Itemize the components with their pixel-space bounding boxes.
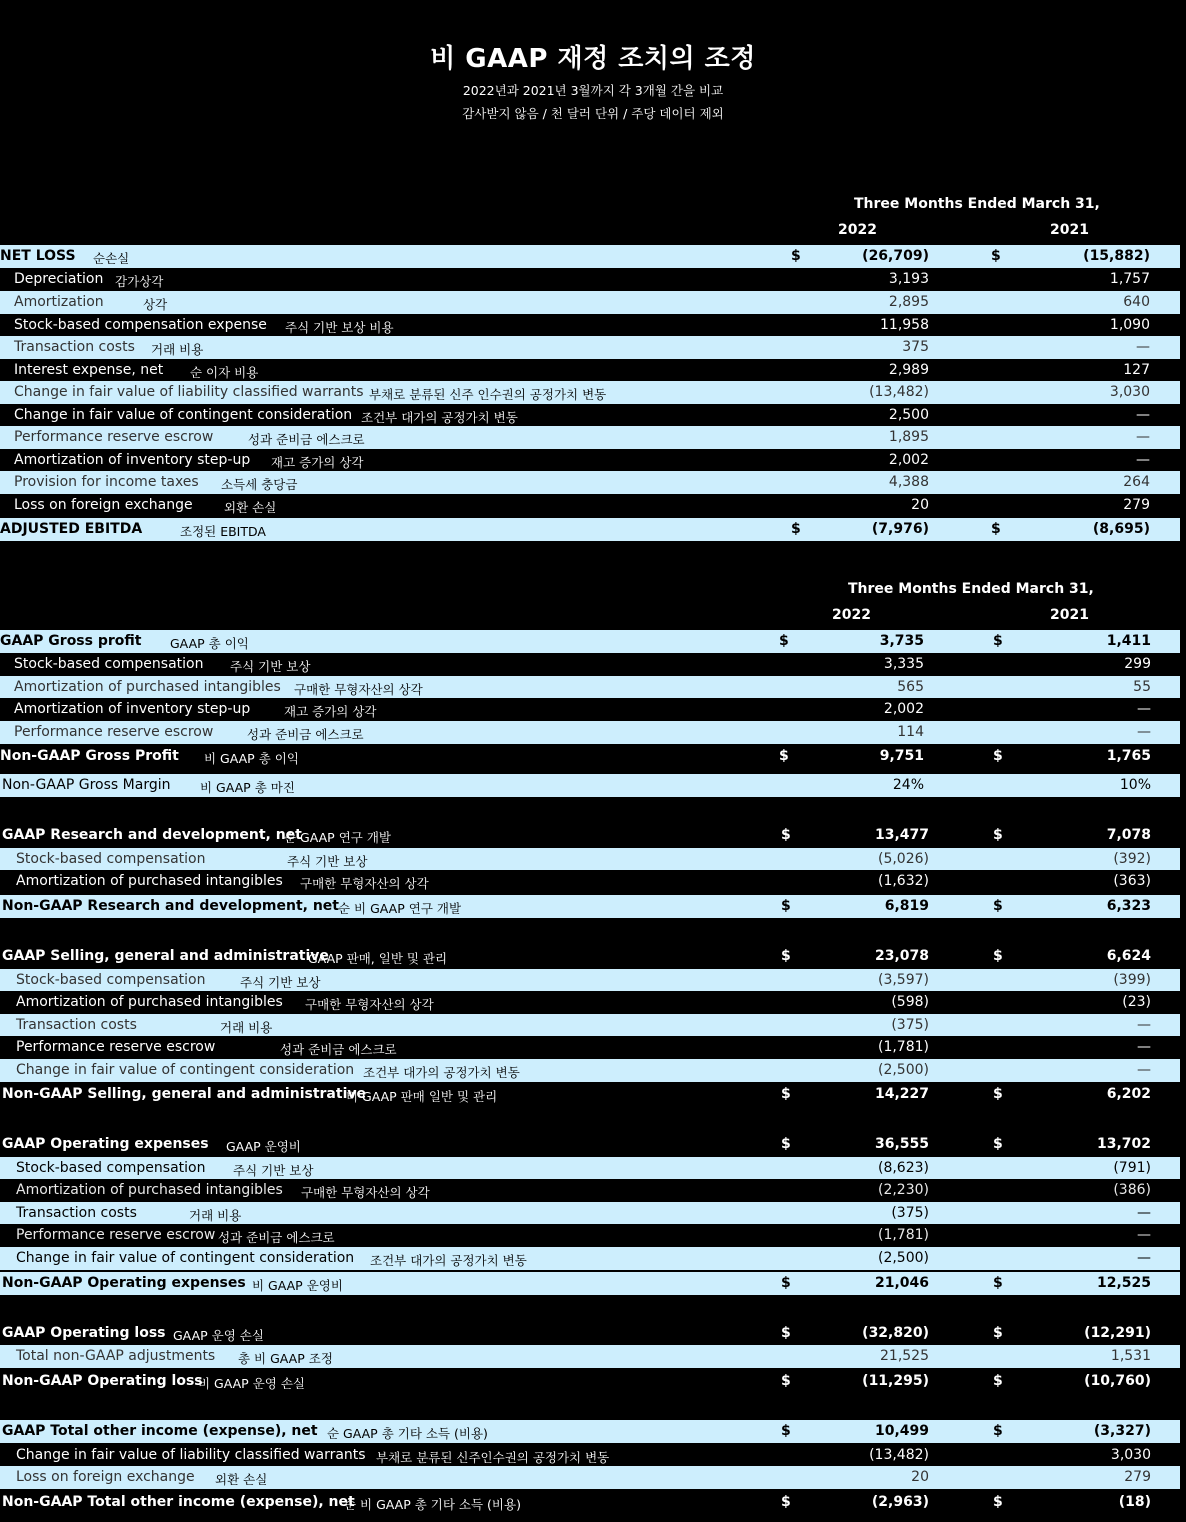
value-2021: (18) [1118,1494,1151,1510]
currency-symbol-2021: $ [993,633,1003,649]
row-label: GAAP Research and development, net [2,827,302,843]
row-depreciation [0,268,1180,291]
currency-symbol-2022: $ [781,1373,791,1389]
row-korean-label: 비 GAAP 총 이익 [204,751,299,766]
row-korean-label: 상각 [143,297,168,312]
row-gaap-operating-loss [0,1322,1180,1345]
value-2022: 11,958 [880,317,929,333]
row-gaap-total-other-income-expense-net [0,1420,1180,1443]
currency-symbol-2021: $ [993,827,1003,843]
value-2021: 55 [1133,679,1151,695]
row-korean-label: 주식 기반 보상 비용 [285,320,394,335]
row-korean-label: 거래 비용 [189,1208,242,1223]
row-label: GAAP Operating expenses [2,1136,209,1152]
value-2021: 299 [1124,656,1151,672]
row-korean-label: 거래 비용 [151,342,204,357]
year-2022-header-2: 2022 [832,607,871,623]
value-2022: (5,026) [877,851,929,867]
row-label: Performance reserve escrow [14,429,214,445]
value-2022: 9,751 [879,748,924,764]
row-non-gaap-research-and-development-net [0,895,1180,918]
row-korean-label: 성과 준비금 에스크로 [218,1230,335,1245]
value-2021: — [1137,724,1151,740]
value-2022: (1,781) [877,1227,929,1243]
row-label: Change in fair value of contingent consideration [16,1250,355,1266]
value-2021: 1,765 [1106,748,1151,764]
value-2022: 24% [892,777,924,793]
value-2021: — [1137,1205,1151,1221]
row-non-gaap-selling-general-and-administrative [0,1083,1180,1106]
row-label: Provision for income taxes [14,474,199,490]
currency-symbol-2022: $ [781,1275,791,1291]
currency-symbol-2021: $ [993,1423,1003,1439]
row-amortization [0,291,1180,314]
value-2022: (2,230) [877,1182,929,1198]
currency-symbol-2022: $ [791,521,801,537]
value-2021: 6,202 [1106,1086,1151,1102]
row-korean-label: 조건부 대가의 공정가치 변동 [361,410,518,425]
value-2021: (8,695) [1092,521,1150,537]
currency-symbol-2022: $ [781,898,791,914]
value-2022: (2,500) [877,1062,929,1078]
row-label: Change in fair value of contingent consideration [16,1062,355,1078]
row-korean-label: 순 GAAP 연구 개발 [284,830,391,845]
value-2021: (399) [1113,972,1151,988]
currency-symbol-2022: $ [781,827,791,843]
value-2022: 2,500 [888,407,929,423]
row-transaction-costs [0,1014,1180,1037]
row-non-gaap-operating-expenses [0,1272,1180,1295]
value-2022: 3,735 [879,633,924,649]
row-label: Performance reserve escrow [16,1039,216,1055]
value-2021: (386) [1113,1182,1151,1198]
value-2021: 13,702 [1096,1136,1151,1152]
row-label: Stock-based compensation [16,972,206,988]
value-2022: (8,623) [877,1160,929,1176]
value-2022: 20 [911,497,929,513]
row-label: Non-GAAP Research and development, net [2,898,339,914]
value-2021: — [1136,452,1150,468]
value-2021: — [1137,701,1151,717]
row-stock-based-compensation [0,848,1180,871]
currency-symbol-2022: $ [781,948,791,964]
row-provision-for-income-taxes [0,471,1180,494]
value-2022: (32,820) [862,1325,929,1341]
row-korean-label: 주식 기반 보상 [240,975,321,990]
row-label: Performance reserve escrow [16,1227,216,1243]
row-label: Change in fair value of contingent consideration [14,407,353,423]
row-label: Amortization of purchased intangibles [16,873,283,889]
row-korean-label: 순손실 [93,251,130,266]
row-korean-label: 부채로 분류된 신주 인수권의 공정가치 변동 [369,387,607,402]
value-2021: (392) [1113,851,1151,867]
page-subtitle-units: 감사받지 않음 / 천 달러 단위 / 주당 데이터 제외 [462,106,724,121]
row-korean-label: 감가상각 [115,274,164,289]
value-2021: — [1137,1062,1151,1078]
value-2022: 13,477 [874,827,929,843]
row-amortization-of-purchased-intangibles [0,870,1180,893]
value-2022: 6,819 [884,898,929,914]
value-2022: (2,963) [871,1494,929,1510]
row-label: Loss on foreign exchange [14,497,193,513]
row-korean-label: GAAP 판매, 일반 및 관리 [308,951,448,966]
row-stock-based-compensation [0,653,1180,676]
row-loss-on-foreign-exchange [0,1466,1180,1489]
row-label: ADJUSTED EBITDA [0,521,143,537]
value-2021: — [1137,1227,1151,1243]
row-label: Stock-based compensation [16,1160,206,1176]
row-label: Change in fair value of liability classified warrants [14,384,364,400]
row-label: NET LOSS [0,248,76,264]
row-stock-based-compensation-expense [0,314,1180,337]
row-label: Amortization of purchased intangibles [16,1182,283,1198]
row-change-in-fair-value-of-contingent-consideration [0,1059,1180,1082]
value-2022: (1,781) [877,1039,929,1055]
currency-symbol-2022: $ [781,1086,791,1102]
row-amortization-of-purchased-intangibles [0,1179,1180,1202]
row-label: Change in fair value of liability classified warrants [16,1447,366,1463]
currency-symbol-2021: $ [993,1086,1003,1102]
value-2022: 2,002 [883,701,924,717]
value-2021: 3,030 [1109,384,1150,400]
row-amortization-of-inventory-step-up [0,449,1180,472]
value-2021: (363) [1113,873,1151,889]
row-korean-label: 부채로 분류된 신주인수권의 공정가치 변동 [376,1450,610,1465]
value-2021: 7,078 [1106,827,1151,843]
row-korean-label: 주식 기반 보상 [230,659,311,674]
row-korean-label: 거래 비용 [220,1020,273,1035]
value-2021: (12,291) [1084,1325,1151,1341]
value-2021: 1,090 [1109,317,1150,333]
row-label: Stock-based compensation expense [14,317,267,333]
row-label: Non-GAAP Operating loss [2,1373,203,1389]
row-korean-label: 비 GAAP 판매 일반 및 관리 [346,1089,498,1104]
row-korean-label: 순 GAAP 총 기타 소득 (비용) [327,1426,488,1441]
value-2021: — [1137,1250,1151,1266]
currency-symbol-2022: $ [779,633,789,649]
row-korean-label: 조정된 EBITDA [180,524,266,539]
value-2022: (13,482) [869,384,929,400]
row-label: Loss on foreign exchange [16,1469,195,1485]
currency-symbol-2021: $ [993,1275,1003,1291]
row-korean-label: 성과 준비금 에스크로 [247,727,364,742]
value-2021: — [1136,429,1150,445]
value-2022: (3,597) [877,972,929,988]
row-label: GAAP Gross profit [0,633,142,649]
value-2022: 2,989 [888,362,929,378]
currency-symbol-2022: $ [781,1136,791,1152]
row-label: Transaction costs [14,339,135,355]
row-performance-reserve-escrow [0,721,1180,744]
currency-symbol-2021: $ [993,948,1003,964]
year-2021-header-2: 2021 [1050,607,1089,623]
currency-symbol-2021: $ [993,1325,1003,1341]
row-change-in-fair-value-of-liability-classified-warrants [0,1444,1180,1467]
value-2021: 1,531 [1110,1348,1151,1364]
row-interest-expense-net [0,359,1180,382]
row-korean-label: 외환 손실 [224,500,277,515]
value-2022: 10,499 [874,1423,929,1439]
row-korean-label: 순 비 GAAP 연구 개발 [338,901,462,916]
row-korean-label: 성과 준비금 에스크로 [280,1042,397,1057]
value-2021: 279 [1123,497,1150,513]
value-2021: (791) [1113,1160,1151,1176]
row-performance-reserve-escrow [0,426,1180,449]
row-korean-label: 총 비 GAAP 조정 [238,1351,333,1366]
row-net-loss [0,245,1180,268]
row-transaction-costs [0,1202,1180,1225]
value-2021: 3,030 [1110,1447,1151,1463]
row-korean-label: GAAP 운영비 [226,1139,301,1154]
row-label: Non-GAAP Operating expenses [2,1275,246,1291]
currency-symbol-2022: $ [791,248,801,264]
row-korean-label: GAAP 총 이익 [170,636,249,651]
value-2022: 565 [897,679,924,695]
value-2021: 10% [1119,777,1151,793]
row-korean-label: 순 이자 비용 [190,365,259,380]
row-non-gaap-gross-margin [0,774,1180,797]
currency-symbol-2022: $ [781,1494,791,1510]
currency-symbol-2022: $ [781,1325,791,1341]
value-2022: 21,525 [880,1348,929,1364]
value-2022: (11,295) [862,1373,929,1389]
row-korean-label: 순 비 GAAP 총 기타 소득 (비용) [344,1497,521,1512]
row-gaap-research-and-development-net [0,824,1180,847]
row-korean-label: 구매한 무형자산의 상각 [294,682,423,697]
row-amortization-of-purchased-intangibles [0,676,1180,699]
year-2022-header: 2022 [838,222,877,238]
value-2022: 14,227 [874,1086,929,1102]
row-non-gaap-gross-profit [0,745,1180,768]
row-korean-label: 주식 기반 보상 [233,1163,314,1178]
value-2022: (2,500) [877,1250,929,1266]
row-amortization-of-inventory-step-up [0,698,1180,721]
value-2022: (26,709) [862,248,929,264]
value-2021: 127 [1123,362,1150,378]
year-2021-header: 2021 [1050,222,1089,238]
row-korean-label: 비 GAAP 총 마진 [200,780,295,795]
row-total-non-gaap-adjustments [0,1345,1180,1368]
value-2022: 375 [902,339,929,355]
value-2022: (375) [891,1017,929,1033]
row-korean-label: 재고 증가의 상각 [284,704,377,719]
row-label: Depreciation [14,271,104,287]
row-label: Transaction costs [16,1205,137,1221]
page-title: 비 GAAP 재정 조치의 조정 [430,44,756,74]
row-label: Amortization [14,294,104,310]
value-2022: (375) [891,1205,929,1221]
row-gaap-gross-profit [0,630,1180,653]
value-2022: 1,895 [888,429,929,445]
value-2021: 279 [1124,1469,1151,1485]
row-korean-label: 구매한 무형자산의 상각 [301,1185,430,1200]
row-label: GAAP Selling, general and administrative [2,948,329,964]
currency-symbol-2021: $ [993,1494,1003,1510]
value-2021: (3,327) [1093,1423,1151,1439]
row-transaction-costs [0,336,1180,359]
row-korean-label: 소득세 충당금 [221,477,298,492]
row-korean-label: 조건부 대가의 공정가치 변동 [363,1065,520,1080]
value-2022: (1,632) [877,873,929,889]
row-korean-label: GAAP 운영 손실 [173,1328,264,1343]
value-2022: 21,046 [874,1275,929,1291]
row-label: Non-GAAP Gross Profit [0,748,179,764]
row-korean-label: 비 GAAP 운영비 [252,1278,343,1293]
row-stock-based-compensation [0,1157,1180,1180]
value-2021: — [1136,407,1150,423]
value-2022: 36,555 [874,1136,929,1152]
row-label: Transaction costs [16,1017,137,1033]
row-korean-label: 재고 증가의 상각 [271,455,364,470]
row-label: Non-GAAP Gross Margin [2,777,171,793]
value-2021: (23) [1122,994,1151,1010]
row-korean-label: 주식 기반 보상 [287,854,368,869]
value-2021: 264 [1123,474,1150,490]
row-label: Interest expense, net [14,362,164,378]
row-loss-on-foreign-exchange [0,494,1180,517]
row-label: Amortization of purchased intangibles [16,994,283,1010]
currency-symbol-2021: $ [991,248,1001,264]
row-label: Total non-GAAP adjustments [16,1348,216,1364]
value-2021: 1,757 [1109,271,1150,287]
value-2022: (13,482) [869,1447,929,1463]
row-korean-label: 구매한 무형자산의 상각 [305,997,434,1012]
row-label: GAAP Operating loss [2,1325,166,1341]
value-2021: — [1136,339,1150,355]
currency-symbol-2021: $ [991,521,1001,537]
row-label: Non-GAAP Total other income (expense), net [2,1494,355,1510]
value-2022: 3,193 [888,271,929,287]
row-label: GAAP Total other income (expense), net [2,1423,318,1439]
row-label: Non-GAAP Selling, general and administrative [2,1086,366,1102]
value-2022: 20 [911,1469,929,1485]
row-performance-reserve-escrow [0,1036,1180,1059]
row-change-in-fair-value-of-contingent-consideration [0,404,1180,427]
row-korean-label: 비 GAAP 운영 손실 [198,1376,305,1391]
value-2021: 640 [1123,294,1150,310]
row-label: Amortization of inventory step-up [14,452,251,468]
row-label: Amortization of purchased intangibles [14,679,281,695]
currency-symbol-2022: $ [781,1423,791,1439]
value-2021: 6,323 [1106,898,1151,914]
row-change-in-fair-value-of-contingent-consideration [0,1247,1180,1270]
value-2022: 114 [897,724,924,740]
value-2021: 12,525 [1096,1275,1151,1291]
value-2021: — [1137,1039,1151,1055]
row-performance-reserve-escrow [0,1224,1180,1247]
row-non-gaap-operating-loss [0,1370,1180,1393]
value-2022: 2,002 [888,452,929,468]
row-stock-based-compensation [0,969,1180,992]
currency-symbol-2021: $ [993,1136,1003,1152]
currency-symbol-2021: $ [993,898,1003,914]
row-non-gaap-total-other-income-expense-net [0,1491,1180,1514]
page-subtitle: 2022년과 2021년 3월까지 각 3개월 간을 비교 [462,83,724,98]
currency-symbol-2021: $ [993,748,1003,764]
period-header-2: Three Months Ended March 31, [848,581,1094,597]
value-2022: (7,976) [871,521,929,537]
row-korean-label: 구매한 무형자산의 상각 [300,876,429,891]
row-change-in-fair-value-of-liability-classified-warrants [0,381,1180,404]
row-korean-label: 조건부 대가의 공정가치 변동 [370,1253,527,1268]
row-gaap-operating-expenses [0,1133,1180,1156]
value-2022: (598) [891,994,929,1010]
row-label: Stock-based compensation [14,656,204,672]
value-2021: (15,882) [1083,248,1150,264]
currency-symbol-2021: $ [993,1373,1003,1389]
currency-symbol-2022: $ [779,748,789,764]
value-2021: 6,624 [1106,948,1151,964]
row-label: Amortization of inventory step-up [14,701,251,717]
value-2021: — [1137,1017,1151,1033]
row-korean-label: 성과 준비금 에스크로 [248,432,365,447]
row-amortization-of-purchased-intangibles [0,991,1180,1014]
value-2022: 4,388 [888,474,929,490]
value-2022: 3,335 [883,656,924,672]
value-2022: 23,078 [874,948,929,964]
row-label: Performance reserve escrow [14,724,214,740]
period-header: Three Months Ended March 31, [854,196,1100,212]
row-adjusted-ebitda [0,518,1180,541]
value-2022: 2,895 [888,294,929,310]
row-gaap-selling-general-and-administrative [0,945,1180,968]
value-2021: (10,760) [1084,1373,1151,1389]
row-label: Stock-based compensation [16,851,206,867]
row-korean-label: 외환 손실 [215,1472,268,1487]
value-2021: 1,411 [1106,633,1151,649]
